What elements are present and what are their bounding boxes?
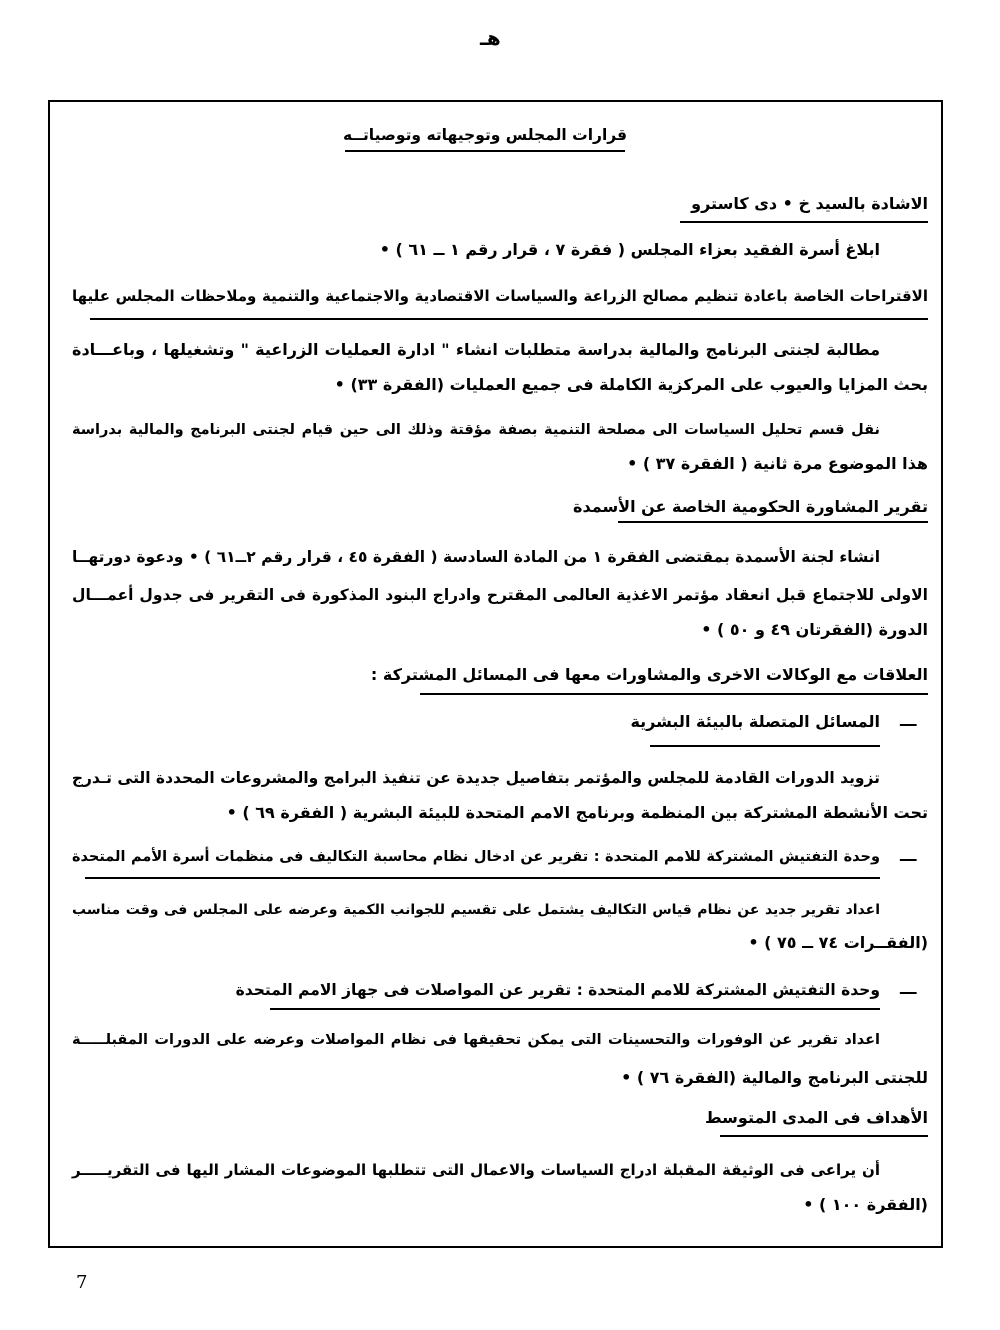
page-mark: هـ — [480, 26, 501, 50]
heading-castro: الاشادة بالسيد خ • دى كاسترو — [691, 194, 928, 213]
heading-underline — [270, 1008, 880, 1010]
paragraph-line: تزويد الدورات القادمة للمجلس والمؤتمر بتفاصيل جديدة عن تنفيذ البرامج والمشروعات المحددة التى تـدرج — [71, 769, 880, 787]
paragraph-line: بحث المزايا والعيوب على المركزية الكاملة فى جميع العمليات (الفقرة ٣٣) • — [334, 375, 928, 394]
heading-underline — [420, 693, 928, 695]
bullet-dash: ـــ — [900, 711, 917, 730]
paragraph-line: تحت الأنشطة المشتركة بين المنظمة وبرنامج الامم المتحدة للبيئة البشرية ( الفقرة ٦٩ ) • — [226, 803, 928, 822]
paragraph-line: الدورة (الفقرتان ٤٩ و ٥٠ ) • — [701, 620, 928, 639]
paragraph: ابلاغ أسرة الفقيد بعزاء المجلس ( فقرة ٧ ، قرار رقم ١ ــ ٦١ ) • — [379, 240, 880, 259]
paragraph-line: هذا الموضوع مرة ثانية ( الفقرة ٣٧ ) • — [627, 454, 928, 473]
heading-underline — [680, 221, 928, 223]
heading-relations: العلاقات مع الوكالات الاخرى والمشاورات معها فى المسائل المشتركة : — [370, 665, 928, 684]
title-underline — [345, 150, 625, 152]
heading-underline — [90, 318, 928, 320]
page-number: 7 — [76, 1272, 88, 1293]
paragraph-line: مطالبة لجنتى البرنامج والمالية بدراسة متطلبات انشاء " ادارة العمليات الزراعية " وتشغيلها ، وباعـــادة — [72, 340, 880, 359]
paragraph-line: انشاء لجنة الأسمدة بمقتضى الفقرة ١ من المادة السادسة ( الفقرة ٤٥ ، قرار رقم ٢ــ٦١ ) • ودعوة دورتهــا — [72, 548, 881, 566]
heading-underline — [85, 877, 880, 879]
heading-underline — [720, 1135, 928, 1137]
heading-costing: وحدة التفتيش المشتركة للامم المتحدة : تقرير عن ادخال نظام محاسبة التكاليف فى منظمات أسرة الأمم المتحدة — [72, 849, 880, 865]
heading-fertilizers: تقرير المشاورة الحكومية الخاصة عن الأسمدة — [573, 497, 928, 516]
paragraph-line: اعداد تقرير عن الوفورات والتحسينات التى يمكن تحقيقها فى نظام المواصلات وعرضه على الدورات المقبلـــــة — [72, 1032, 880, 1048]
paragraph-line: الاولى للاجتماع قبل انعقاد مؤتمر الاغذية العالمى المقترح وادراج البنود المذكورة فى التقرير فى جدول أعمـــال — [72, 586, 928, 604]
bullet-dash: ـــ — [900, 979, 917, 998]
bullet-dash: ـــ — [900, 846, 917, 865]
heading-underline — [650, 745, 880, 747]
heading-communications: وحدة التفتيش المشتركة للامم المتحدة : تقرير عن المواصلات فى جهاز الامم المتحدة — [235, 981, 880, 999]
paragraph-line: (الفقــرات ٧٤ ــ ٧٥ ) • — [748, 933, 928, 952]
heading-underline — [618, 521, 928, 523]
heading-proposals: الاقتراحات الخاصة باعادة تنظيم مصالح الزراعة والسياسات الاقتصادية والاجتماعية والتنمية وملاحظات المجلس عليها — [72, 287, 928, 305]
paragraph-line: للجنتى البرنامج والمالية (الفقرة ٧٦ ) • — [621, 1068, 928, 1087]
heading-medium-term: الأهداف فى المدى المتوسط — [705, 1108, 928, 1127]
paragraph-line: اعداد تقرير جديد عن نظام قياس التكاليف يشتمل على تقسيم للجوانب الكمية وعرضه على المجلس فى وقت مناسب — [72, 902, 880, 918]
paragraph-line: أن يراعى فى الوثيقة المقبلة ادراج السياسات والاعمال التى تتطلبها الموضوعات المشار اليها فى التقريـــــر — [72, 1161, 880, 1179]
paragraph-line: (الفقرة ١٠٠ ) • — [803, 1195, 928, 1214]
page-title: قرارات المجلس وتوجيهاته وتوصياتــه — [342, 126, 628, 144]
paragraph-line: نقل قسم تحليل السياسات الى مصلحة التنمية بصفة مؤقتة وذلك الى حين قيام لجنتى البرنامج والمالية بدراسة — [72, 422, 880, 438]
heading-environment: المسائل المتصلة بالبيئة البشرية — [630, 712, 880, 731]
